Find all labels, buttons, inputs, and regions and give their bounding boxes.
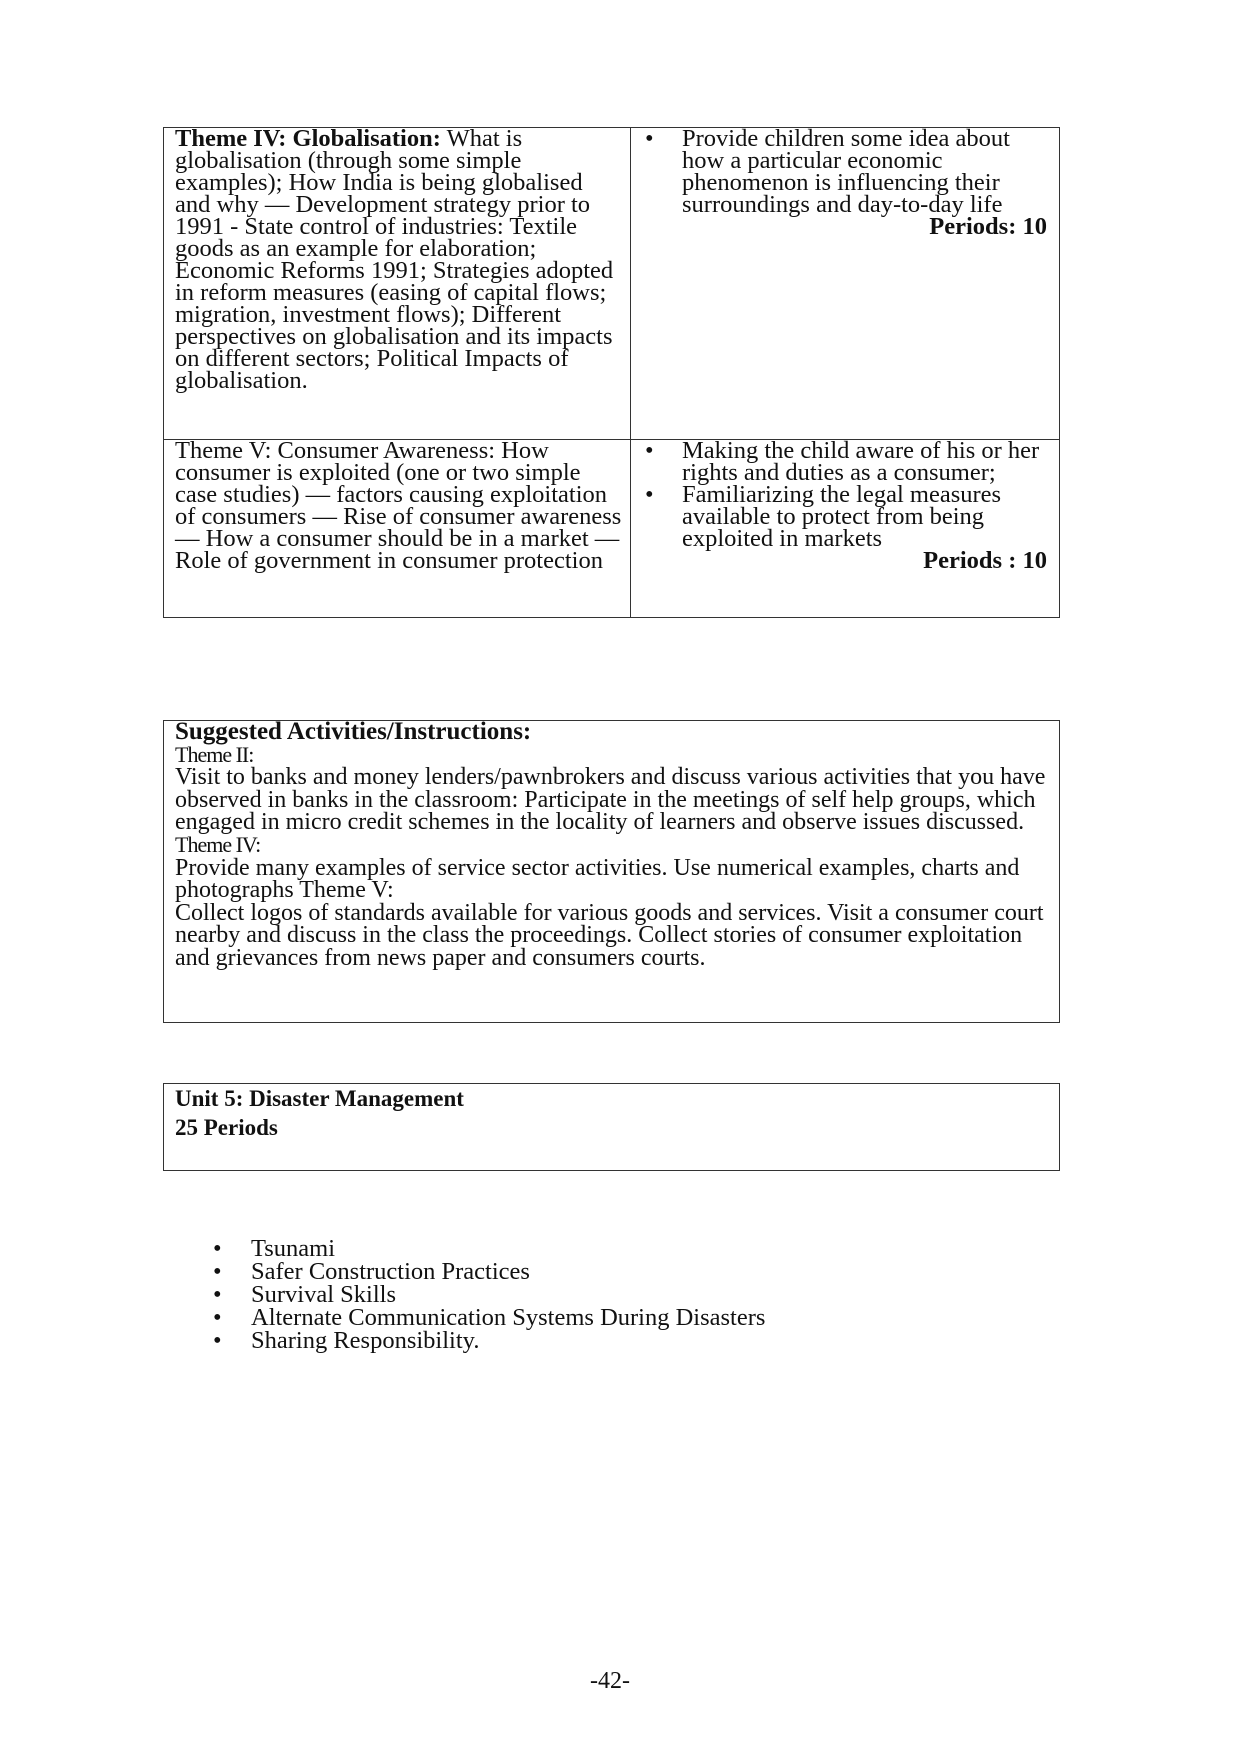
list-item: • Sharing Responsibility. — [251, 1329, 765, 1352]
list-item: • Alternate Communication Systems During Disasters — [251, 1306, 765, 1329]
activities-heading: Suggested Activities/Instructions: — [175, 718, 532, 745]
theme-iv-activity-text: Provide many examples of service sector activities. Use numerical examples, charts and photographs Theme V: — [175, 854, 1020, 904]
theme-iv-periods: Periods: 10 — [929, 213, 1047, 240]
theme-ii-label: Theme II: — [175, 741, 254, 767]
list-item: • Safer Construction Practices — [251, 1260, 765, 1283]
list-item: • Provide children some idea about how a particular economic phenomenon is influencing their surroundings and day-to-day life — [682, 128, 1051, 216]
list-item: • Familiarizing the legal measures available to protect from being exploited in markets — [682, 484, 1051, 550]
list-item: • Survival Skills — [251, 1283, 765, 1306]
theme-iv-text: What is globalisation (through some simple examples); How India is being globalised and why — Development strategy prior to 1991 - State control of industries: Textile goods as an example for elaboration; Economic Reforms 1991; Strategies adopted in reform measures (easing of capital flows; migration, investment flows); Different perspectives on globalisation and its impacts on different sectors; Political Impacts of globalisation. — [175, 125, 614, 394]
list-item: • Making the child aware of his or her rights and duties as a consumer; — [682, 440, 1051, 484]
unit5-periods: 25 Periods — [175, 1115, 278, 1140]
theme-v-cell — [164, 437, 631, 618]
unit5-title: Unit 5: Disaster Management — [175, 1086, 464, 1111]
objectives-list — [642, 437, 1051, 552]
theme-iv-label: Theme IV: — [175, 831, 261, 857]
theme-iv-objectives-cell — [631, 125, 1060, 440]
unit5-box — [163, 1083, 1060, 1171]
theme-v-objectives-cell — [631, 437, 1060, 618]
theme-iv-cell — [164, 125, 631, 440]
list-item: • Tsunami — [251, 1237, 765, 1260]
theme-v-activity-text: Collect logos of standards available for various goods and services. Visit a consumer court nearby and discuss in the class the proceedings. Collect stories of consumer exploitation and grievances from news paper and consumers courts. — [175, 899, 1044, 971]
theme-v-periods: Periods : 10 — [923, 547, 1047, 574]
table-row — [164, 128, 1060, 440]
activities-box — [163, 720, 1060, 1023]
page-number: -42- — [590, 1668, 630, 1694]
themes-table — [163, 127, 1060, 618]
disaster-topics-list — [213, 1237, 765, 1352]
theme-ii-text: Visit to banks and money lenders/pawnbrokers and discuss various activities that you have observed in banks in the classroom: Participate in the meetings of self help groups, which engaged in micro credit schemes in the locality of learners and observe issues discussed. — [175, 764, 1046, 836]
table-row — [164, 440, 1060, 618]
theme-v-text: Theme V: Consumer Awareness: How consumer is exploited (one or two simple case studies) — factors causing exploitation of consumers — Rise of consumer awareness — How a consumer should be in a market — Role of government in consumer protection — [175, 437, 622, 574]
theme-iv-title: Theme IV: Globalisation: — [175, 125, 441, 152]
objectives-list — [642, 125, 1051, 218]
